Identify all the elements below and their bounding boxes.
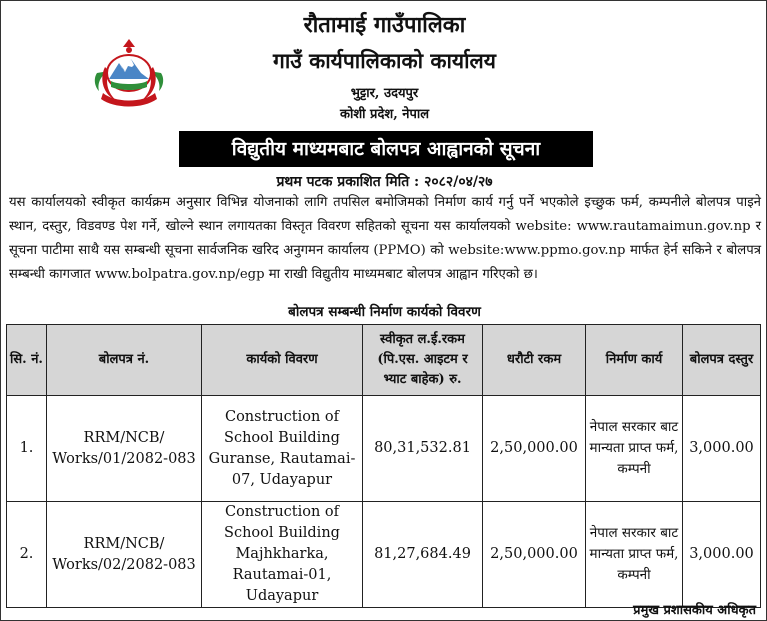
header-work: कार्यको विवरण <box>202 325 363 396</box>
published-date: प्रथम पटक प्रकाशित मिति : २०८२/०४/२७ <box>276 174 493 190</box>
header-bid-bond: धरौटी रकम <box>483 325 586 396</box>
header-eligibility: निर्माण कार्य <box>586 325 683 396</box>
office-location: भुट्टार, उदयपुर <box>350 86 419 101</box>
cell-estimate: 81,27,684.49 <box>363 502 483 608</box>
notice-body: यस कार्यालयको स्वीकृत कार्यक्रम अनुसार विभिन्न योजनाको लागि तपसिल बमोजिमको निर्माण कार्य गर्नु पर्ने भएकोले इच्छुक फर्म, कम्पनीले बोलपत्र पाइने स्थान, दस्तुर, विडवण्ड पेश गर्ने, खोल्ने स्थान लगायतका विस्तृत विवरण सहितको सूचना यस कार्यालयको website: www.rautamaimun.gov.np र सूचना पाटीमा साथै यस सम्बन्धी सूचना सार्वजनिक खरिद अनुगमन कार्यालय (PPMO) को website:www.ppmo.gov.np मार्फत हेर्न सकिने र बोलपत्र सम्बन्धी कागजात www.bolpatra.gov.np/egp मा राखी विद्युतीय माध्यमबाट बोलपत्र आह्वान गरिएको छ। <box>9 195 761 282</box>
cell-bid-bond: 2,50,000.00 <box>483 396 586 502</box>
cell-bid-no: RRM/NCB/ Works/01/2082-083 <box>47 396 202 502</box>
header-estimate: स्वीकृत ल.ई.रकम (पि.एस. आइटम र भ्याट बाहेक) रु. <box>363 325 483 396</box>
cell-sn: 1. <box>7 396 47 502</box>
table-header-row <box>7 325 761 396</box>
province-name: कोशी प्रदेश, नेपाल <box>339 107 430 122</box>
cell-eligibility: नेपाल सरकार बाट मान्यता प्राप्त फर्म, कम्पनी <box>586 502 683 608</box>
cell-eligibility: नेपाल सरकार बाट मान्यता प्राप्त फर्म, कम्पनी <box>586 396 683 502</box>
signatory: प्रमुख प्रशासकीय अधिकृत <box>633 603 756 618</box>
cell-bid-bond: 2,50,000.00 <box>483 502 586 608</box>
cell-estimate: 80,31,532.81 <box>363 396 483 502</box>
cell-bid-no: RRM/NCB/ Works/02/2082-083 <box>47 502 202 608</box>
table-row <box>7 502 761 608</box>
municipality-name: रौतामाई गाउँपालिका <box>303 12 466 38</box>
office-name: गाउँ कार्यपालिकाको कार्यालय <box>273 48 496 73</box>
cell-sn: 2. <box>7 502 47 608</box>
header-fee: बोलपत्र दस्तुर <box>683 325 761 396</box>
cell-work: Construction of School Building Guranse, Rautamai-07, Udayapur <box>202 396 363 502</box>
table-row <box>7 396 761 502</box>
bid-table <box>6 324 761 608</box>
cell-fee: 3,000.00 <box>683 502 761 608</box>
header-sn: सि. नं. <box>7 325 47 396</box>
cell-fee: 3,000.00 <box>683 396 761 502</box>
table-title: बोलपत्र सम्बन्धी निर्माण कार्यको विवरण <box>288 304 481 320</box>
cell-work: Construction of School Building Majhkharka, Rautamai-01, Udayapur <box>202 502 363 608</box>
notice-title: विद्युतीय माध्यमबाट बोलपत्र आह्वानको सूचना <box>179 131 593 167</box>
header-bid-no: बोलपत्र नं. <box>47 325 202 396</box>
